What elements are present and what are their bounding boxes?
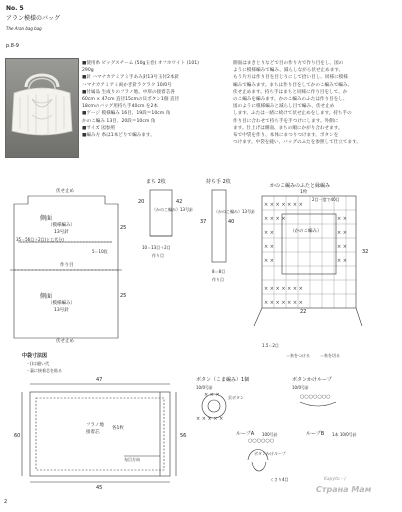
dim-label: 22 <box>300 309 307 315</box>
side-top-needle: 13号針 <box>54 230 69 235</box>
instruction-line: ます。仕上げは側面、まちの順にかがり合わせます。 <box>233 125 343 131</box>
page-number: 2 <box>4 499 8 505</box>
lining-fabric: フラノ地 <box>86 423 104 428</box>
machi-body: （かのこ編み）13号針 <box>152 207 194 212</box>
lining-count: 各1枚 <box>112 426 124 431</box>
pattern-title-en: The Aran bag bag <box>6 26 42 31</box>
svg-text:× × × × × × ×: × × × × × × × <box>264 286 303 292</box>
instruction-line: ように模様編みで編み、減らしながら伏せ止めます。 <box>233 68 344 74</box>
loop-title: ボタンかけループ <box>292 377 332 383</box>
dim-label: 25 <box>120 293 127 299</box>
handle-title: 持ち手 2枚 <box>206 179 231 185</box>
dim-label: 60 <box>14 433 21 439</box>
dim-label: 42 <box>176 199 183 205</box>
lining-note-1: ・()は縫い代 <box>26 361 50 366</box>
spec-line: ■針 ハマナカアミアミ手あみ針13号玉付2本針 <box>82 75 180 81</box>
svg-text:× × × × ×: × × × × × <box>196 416 224 422</box>
spec-line: ■編み方 糸は1本どりで編みます。 <box>82 133 155 139</box>
machi-width: 10＝13目＋2目 <box>142 245 171 250</box>
loop-a-count: 100号針 <box>262 432 278 437</box>
loop-a-label: ボタンかけループ <box>254 451 286 456</box>
loop-chain: くさり4目 <box>270 477 289 482</box>
side-bottom-label: 側面 <box>40 293 53 300</box>
lining-note-2: ・裏に接着芯を貼る <box>26 368 62 373</box>
instruction-line: 布で中袋を作り、本体にまつりつけます。ボタンを <box>233 133 339 139</box>
dim-label: 56 <box>180 433 187 439</box>
instruction-line: もう片方は作り目を目じりにして拾い目し、同様に模様 <box>233 75 348 81</box>
watermark-author: Kapyto :-) <box>324 477 346 482</box>
flap-arrow-note: ＝糸をつける <box>286 353 310 358</box>
spec-line: ハマナカアミアミ両かぎ針ラクラク 10/0号 <box>82 82 172 88</box>
lining-title: 中袋寸法図 <box>22 353 48 359</box>
row-label: 5＝10段 <box>92 249 108 254</box>
handle-body: （かのこ編み）13号針 <box>214 209 256 214</box>
spec-line: かのこ編み 13目、20段＝10cm 角 <box>82 118 156 124</box>
side-top-label: 側面 <box>40 215 53 222</box>
svg-text:× ×: × × <box>337 258 347 264</box>
instruction-line: 編みで編みます。まちは作り目をしてかのこ編みで編み、 <box>233 82 353 88</box>
flap-title: かのこ編みのふたと縁編み <box>270 183 331 189</box>
spec-line: ■ゲージ 模様編み 16目、19段＝10cm 角 <box>82 111 171 117</box>
svg-text:× ×: × × <box>264 244 274 250</box>
instruction-line: のこ編みを編みます。かのこ編みのふたは作り目をし、 <box>233 97 348 103</box>
instruction-line: 作り目に合わせて持ち手を手つけにします。外側に <box>233 118 339 124</box>
side-top-bindoff: 伏せ止め <box>56 189 74 194</box>
handle-cast: 作り目 <box>212 277 224 282</box>
svg-text:× × × × × × ×: × × × × × × × <box>264 300 303 306</box>
dim-label: 45 <box>96 485 103 491</box>
flap-count: 1枚 <box>300 190 308 195</box>
svg-text:○○○○○○: ○○○○○○ <box>248 438 275 444</box>
loop-needle: 10/0号針 <box>292 385 309 390</box>
instruction-line: 図のように模様編みと減らし目で編み、伏せ止め <box>233 104 335 110</box>
flap-inner: （かのこ編み） <box>290 229 322 234</box>
spec-line: 60cm × 47cm 直径15cmの貝ボタン1個 直径 <box>82 97 180 103</box>
spec-line: ■サイズ 図参照 <box>82 125 115 131</box>
dim-label: 37 <box>200 219 207 225</box>
svg-text:○○○○○○○: ○○○○○○○ <box>300 394 331 400</box>
svg-text:× × ×: × × × <box>204 392 220 398</box>
side-top-pattern: （模様編み） <box>48 223 75 228</box>
flap-note: 2目一度で40目 <box>312 197 340 202</box>
svg-text:× ×: × × <box>264 230 274 236</box>
button-title: ボタン（こま編み）1個 <box>196 377 250 383</box>
instruction-line: 伏せ止めます。持ち手はまちと同様に作り目をして、か <box>233 89 348 95</box>
instruction-line: します。ふたは一緒に続けて伏せ止めをします。持ち手の <box>233 111 352 117</box>
side-bottom-bindoff: 伏せ止め <box>56 339 74 344</box>
flap-end-note: ＝糸を切る <box>320 353 340 358</box>
svg-text:× ×: × × <box>264 258 274 264</box>
spec-line: ■使用糸 ビッグスチーム (50g玉巻) オフホワイト (101) 290g <box>82 61 199 74</box>
flap-note-2: 1.5＝2目 <box>262 343 279 348</box>
page-reference: p.8-9 <box>6 43 19 49</box>
cast-on-label: 作り目 <box>60 263 74 268</box>
loop-a-title: ループA <box>236 431 255 437</box>
svg-text:× ×: × × <box>337 216 347 222</box>
loop-b-title: ループB <box>306 431 325 437</box>
spec-line: 18cmのバッグ用持ち手40cm を2本 <box>82 104 159 110</box>
button-center-label: 貝ボタン <box>228 395 244 400</box>
dim-label: 40 <box>228 219 235 225</box>
button-needle: 10/0号針 <box>196 385 213 390</box>
loop-b-count: 1本 10/0号針 <box>332 432 357 437</box>
spec-line: ■付属品 生成りのフラノ地、中厚の接着芯各 <box>82 89 175 95</box>
dim-label: 47 <box>96 377 103 383</box>
dim-label: 20 <box>138 199 145 205</box>
svg-text:× × × × × × ×: × × × × × × × <box>264 202 303 208</box>
handle-width: 8＝8目 <box>212 269 226 274</box>
instruction-line: 側面はまきとりなどで目の作り方で作り目をし、図の <box>233 61 344 66</box>
machi-cast: 作り目 <box>152 253 164 258</box>
instruction-line: つけます。中袋を縫い、バッグのふたを参照して仕立てます。 <box>233 140 361 146</box>
svg-text:× ×: × × <box>337 244 347 250</box>
span-label: 35＝56目＋2目(とじ代分) <box>16 237 64 242</box>
svg-text:× ×: × × <box>337 230 347 236</box>
pattern-number: No. 5 <box>6 5 24 12</box>
dim-label: 25 <box>120 225 127 231</box>
dim-label: 32 <box>362 249 369 255</box>
side-bottom-pattern: （模様編み） <box>48 301 75 306</box>
lining-interfacing: 接着芯 <box>86 430 100 435</box>
svg-text:× × × ×: × × × × <box>264 216 286 222</box>
side-bottom-needle: 13号針 <box>54 308 69 313</box>
machi-title: まち 2枚 <box>146 179 166 185</box>
lining-grain: 布目方向 <box>124 457 140 462</box>
watermark: Страна Мам <box>316 485 372 494</box>
pattern-title: アラン模様のバッグ <box>6 15 61 22</box>
